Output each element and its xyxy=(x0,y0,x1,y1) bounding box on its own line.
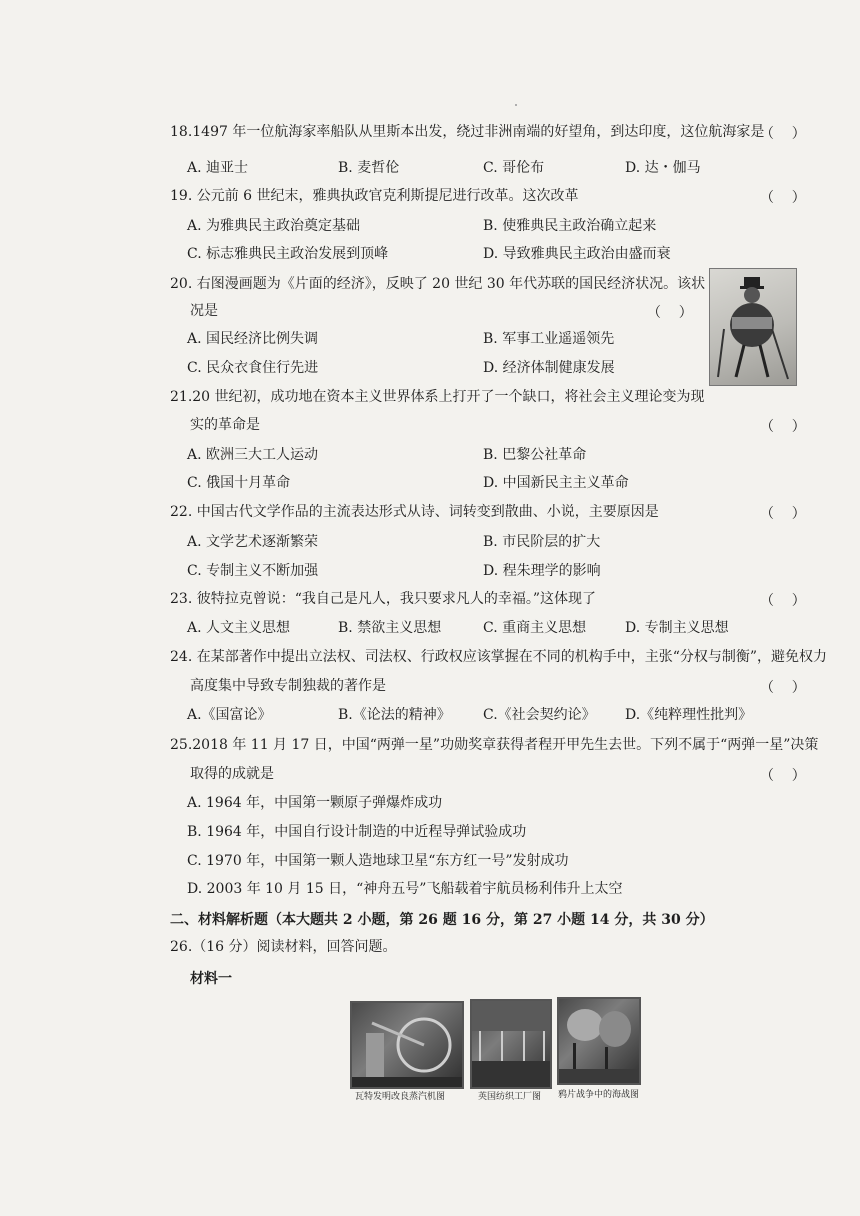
q25-stem-line2: 取得的成就是 xyxy=(190,766,274,782)
q21-option-c: C. 俄国十月革命 xyxy=(187,475,291,491)
q25-option-c: C. 1970 年，中国第一颗人造地球卫星“东方红一号”发射成功 xyxy=(187,853,569,869)
soviet-economy-cartoon-image xyxy=(709,268,797,386)
q18-option-a: A. 迪亚士 xyxy=(187,160,249,176)
q19-option-b: B. 使雅典民主政治确立起来 xyxy=(483,218,657,234)
q23-option-a: A. 人文主义思想 xyxy=(187,620,291,636)
q22-answer-paren: （ ） xyxy=(760,506,806,522)
material-1-label: 材料一 xyxy=(190,971,232,987)
q22-option-a: A. 文学艺术逐渐繁荣 xyxy=(187,534,319,550)
q23-option-b: B. 禁欲主义思想 xyxy=(338,620,442,636)
q22-option-c: C. 专制主义不断加强 xyxy=(187,563,319,579)
q18-option-d: D. 达・伽马 xyxy=(625,160,701,176)
naval-battle-icon xyxy=(559,999,639,1083)
q23-option-d: D. 专制主义思想 xyxy=(625,620,729,636)
q24-answer-paren: （ ） xyxy=(760,680,806,696)
q24-stem-line2: 高度集中导致专制独裁的著作是 xyxy=(190,678,386,694)
q23-option-c: C. 重商主义思想 xyxy=(483,620,587,636)
q21-answer-paren: （ ） xyxy=(760,419,806,435)
q23-answer-paren: （ ） xyxy=(760,593,806,609)
cartoon-figure-icon xyxy=(710,269,796,385)
q19-option-c: C. 标志雅典民主政治发展到顶峰 xyxy=(187,246,389,262)
q24-option-b: B.《论法的精神》 xyxy=(338,707,451,723)
q20-option-c: C. 民众衣食住行先进 xyxy=(187,360,319,376)
q19-option-a: A. 为雅典民主政治奠定基础 xyxy=(187,218,361,234)
q21-option-b: B. 巴黎公社革命 xyxy=(483,447,587,463)
q25-option-b: B. 1964 年，中国自行设计制造的中近程导弹试验成功 xyxy=(187,824,527,840)
q21-option-a: A. 欧洲三大工人运动 xyxy=(187,447,319,463)
q25-stem-line1: 25.2018 年 11 月 17 日，中国“两弹一星”功勋奖章获得者程开甲先生去世。下列不属于“两弹一星”决策 xyxy=(170,737,819,753)
q19-stem: 19. 公元前 6 世纪末，雅典执政官克利斯提尼进行改革。这次改革 xyxy=(170,188,579,204)
section-2-title: 二、材料解析题（本大题共 2 小题，第 26 题 16 分，第 27 小题 14 分，共 30 分） xyxy=(170,912,714,928)
q18-option-b: B. 麦哲伦 xyxy=(338,160,400,176)
factory-icon xyxy=(472,1001,550,1087)
q18-answer-paren: （ ） xyxy=(760,126,806,142)
q22-stem: 22. 中国古代文学作品的主流表达形式从诗、词转变到散曲、小说，主要原因是 xyxy=(170,504,659,520)
textile-factory-caption: 英国纺织工厂图 xyxy=(478,1092,542,1102)
q25-option-d: D. 2003 年 10 月 15 日，“神舟五号”飞船载着宇航员杨利伟升上太空 xyxy=(187,881,623,897)
q23-stem: 23. 彼特拉克曾说：“我自己是凡人，我只要求凡人的幸福。”这体现了 xyxy=(170,591,597,607)
q19-answer-paren: （ ） xyxy=(760,190,806,206)
scan-speck xyxy=(515,104,517,106)
q26-stem: 26.（16 分）阅读材料，回答问题。 xyxy=(170,939,397,955)
q19-option-d: D. 导致雅典民主政治由盛而衰 xyxy=(483,246,671,262)
q22-option-b: B. 市民阶层的扩大 xyxy=(483,534,601,550)
q24-stem-line1: 24. 在某部著作中提出立法权、司法权、行政权应该掌握在不同的机构手中，主张“分权与制衡”，避免权力 xyxy=(170,649,828,665)
q24-option-a: A.《国富论》 xyxy=(187,707,272,723)
q18-stem: 18.1497 年一位航海家率船队从里斯本出发，绕过非洲南端的好望角，到达印度，这位航海家是 xyxy=(170,124,765,140)
q20-stem-line1: 20. 右图漫画题为《片面的经济》，反映了 20 世纪 30 年代苏联的国民经济状况。该状 xyxy=(170,276,706,292)
q25-answer-paren: （ ） xyxy=(760,768,806,784)
steam-engine-caption: 瓦特发明改良蒸汽机图 xyxy=(355,1092,446,1102)
q21-option-d: D. 中国新民主主义革命 xyxy=(483,475,629,491)
q21-stem-line2: 实的革命是 xyxy=(190,417,260,433)
q20-stem-line2: 况是 xyxy=(190,303,218,319)
q25-option-a: A. 1964 年，中国第一颗原子弹爆炸成功 xyxy=(187,795,443,811)
textile-factory-photo xyxy=(470,999,552,1089)
q24-option-d: D.《纯粹理性批判》 xyxy=(625,707,753,723)
opium-war-naval-battle-photo xyxy=(557,997,641,1085)
q22-option-d: D. 程朱理学的影响 xyxy=(483,563,601,579)
q21-stem-line1: 21.20 世纪初，成功地在资本主义世界体系上打开了一个缺口，将社会主义理论变为现 xyxy=(170,389,705,405)
q20-option-d: D. 经济体制健康发展 xyxy=(483,360,615,376)
q20-option-a: A. 国民经济比例失调 xyxy=(187,331,319,347)
q20-answer-paren: （ ） xyxy=(647,305,693,321)
q20-option-b: B. 军事工业遥遥领先 xyxy=(483,331,615,347)
naval-battle-caption: 鸦片战争中的海战图 xyxy=(558,1090,640,1100)
steam-engine-icon xyxy=(352,1003,462,1087)
steam-engine-photo xyxy=(350,1001,464,1089)
q18-option-c: C. 哥伦布 xyxy=(483,160,545,176)
q24-option-c: C.《社会契约论》 xyxy=(483,707,596,723)
